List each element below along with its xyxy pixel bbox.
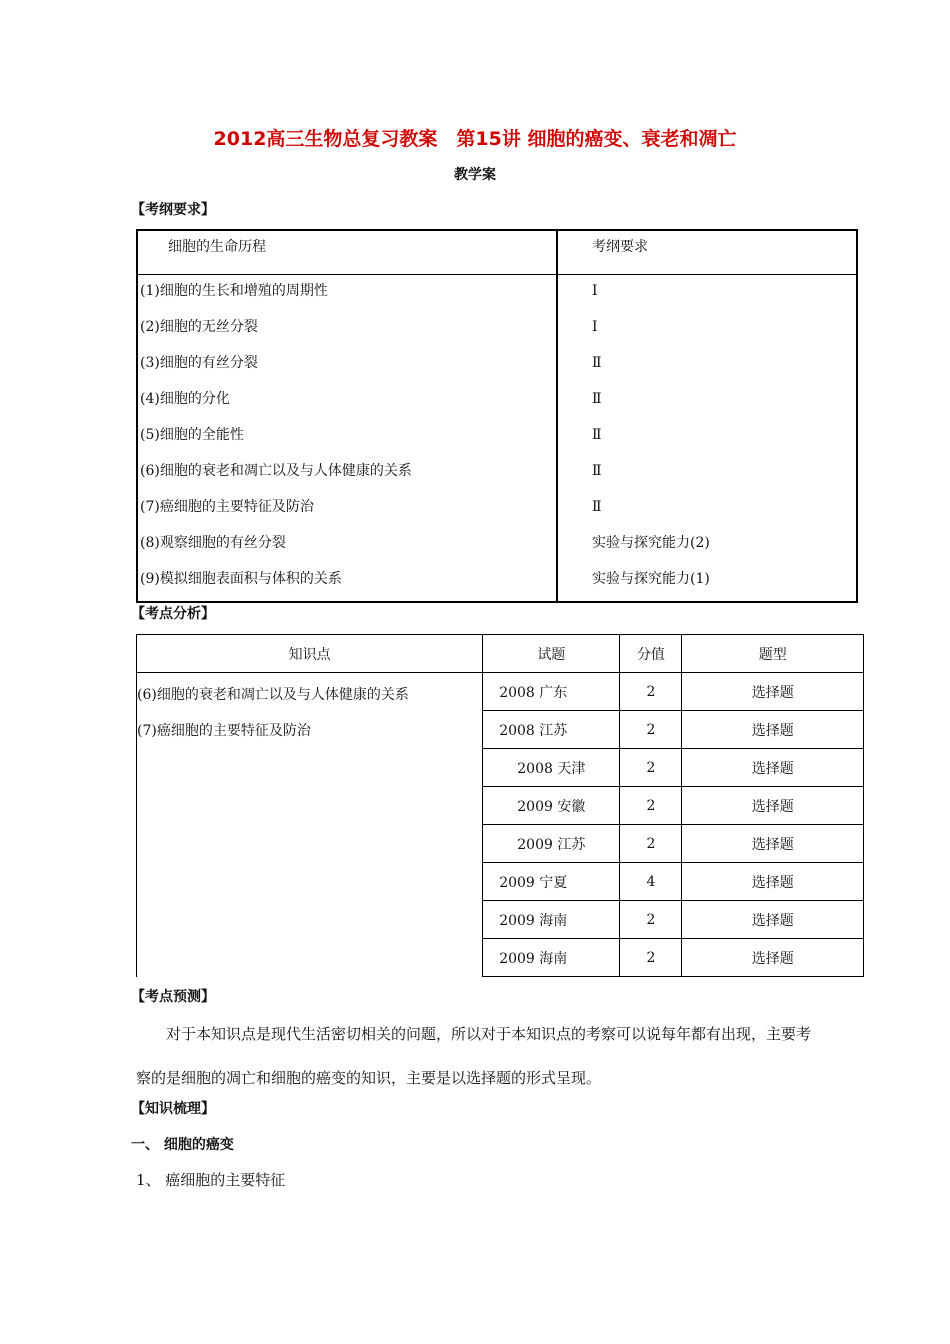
table-cell: Ⅱ	[592, 355, 602, 371]
document-title: 2012高三生物总复习教案 第15讲 细胞的癌变、衰老和凋亡	[213, 128, 737, 150]
table-cell: 实验与探究能力(2)	[592, 535, 710, 551]
table-cell: (2)细胞的无丝分裂	[137, 313, 557, 349]
knowledge-point: (7)癌细胞的主要特征及防治	[137, 723, 311, 739]
table-cell: 选择题	[682, 787, 864, 825]
table-cell: 选择题	[682, 939, 864, 977]
table-cell: 2009 安徽	[483, 787, 620, 825]
table-row	[137, 421, 857, 457]
table-cell: (7)癌细胞的主要特征及防治	[137, 493, 557, 529]
table-cell: (3)细胞的有丝分裂	[137, 349, 557, 385]
table-cell: 2	[620, 787, 682, 825]
section-prediction: 【考点预测】	[131, 989, 215, 1005]
table-cell: 2009 江苏	[483, 825, 620, 863]
table-row	[137, 457, 857, 493]
header-cell: 细胞的生命历程	[137, 230, 557, 275]
heading-cell-cancer: 一、 细胞的癌变	[131, 1137, 234, 1153]
section-analysis: 【考点分析】	[131, 606, 215, 622]
knowledge-point: (6)细胞的衰老和凋亡以及与人体健康的关系	[137, 687, 409, 703]
table-cell: 选择题	[682, 825, 864, 863]
table-cell: 2009 海南	[483, 939, 620, 977]
header-cell: 题型	[682, 635, 864, 673]
table-cell: (8)观察细胞的有丝分裂	[137, 529, 557, 565]
table-cell: Ⅱ	[592, 391, 602, 407]
table-cell: 2	[620, 673, 682, 711]
table-row	[137, 349, 857, 385]
table-row	[137, 385, 857, 421]
table-cell: 2	[620, 825, 682, 863]
analysis-table	[136, 634, 864, 977]
header-cell: 分值	[620, 635, 682, 673]
table-row	[137, 565, 857, 602]
document-subtitle: 教学案	[454, 167, 496, 183]
table-cell: 2	[620, 749, 682, 787]
table-cell: 2009 宁夏	[483, 863, 620, 901]
table-cell: (9)模拟细胞表面积与体积的关系	[137, 565, 557, 602]
table-row	[137, 275, 857, 314]
table-cell: 2	[620, 901, 682, 939]
table-row	[137, 529, 857, 565]
table-cell: 2008 广东	[483, 673, 620, 711]
table-cell: 4	[620, 863, 682, 901]
table-cell: 2008 天津	[483, 749, 620, 787]
table-cell: (1)细胞的生长和增殖的周期性	[137, 275, 557, 314]
table-cell: I	[592, 319, 598, 335]
section-requirements: 【考纲要求】	[131, 202, 215, 218]
item-cancer-features: 1、 癌细胞的主要特征	[136, 1171, 286, 1189]
table-cell: 2	[620, 711, 682, 749]
table-cell: (4)细胞的分化	[137, 385, 557, 421]
table-cell: 实验与探究能力(1)	[592, 571, 710, 587]
knowledge-points-cell	[137, 673, 483, 977]
header-cell: 考纲要求	[557, 230, 857, 275]
table-cell: 2008 江苏	[483, 711, 620, 749]
table-cell: I	[592, 283, 598, 299]
table-cell: 选择题	[682, 901, 864, 939]
table-header-row	[137, 230, 857, 275]
table-cell: 选择题	[682, 863, 864, 901]
table-cell: 选择题	[682, 673, 864, 711]
header-cell: 知识点	[137, 635, 483, 673]
table-cell: (6)细胞的衰老和凋亡以及与人体健康的关系	[137, 457, 557, 493]
table-row	[137, 673, 864, 711]
table-cell: 2	[620, 939, 682, 977]
section-knowledge: 【知识梳理】	[131, 1101, 215, 1117]
table-row	[137, 313, 857, 349]
table-cell: 选择题	[682, 711, 864, 749]
header-cell: 试题	[483, 635, 620, 673]
table-cell: Ⅱ	[592, 499, 602, 515]
table-cell: 选择题	[682, 749, 864, 787]
requirements-table	[136, 229, 858, 603]
table-cell: Ⅱ	[592, 427, 602, 443]
table-cell: (5)细胞的全能性	[137, 421, 557, 457]
table-cell: Ⅱ	[592, 463, 602, 479]
table-cell: 2009 海南	[483, 901, 620, 939]
table-row	[137, 493, 857, 529]
prediction-paragraph: 对于本知识点是现代生活密切相关的问题，所以对于本知识点的考察可以说每年都有出现，主要考察的是细胞的凋亡和细胞的癌变的知识，主要是以选择题的形式呈现。	[136, 1025, 812, 1087]
table-header-row	[137, 635, 864, 673]
